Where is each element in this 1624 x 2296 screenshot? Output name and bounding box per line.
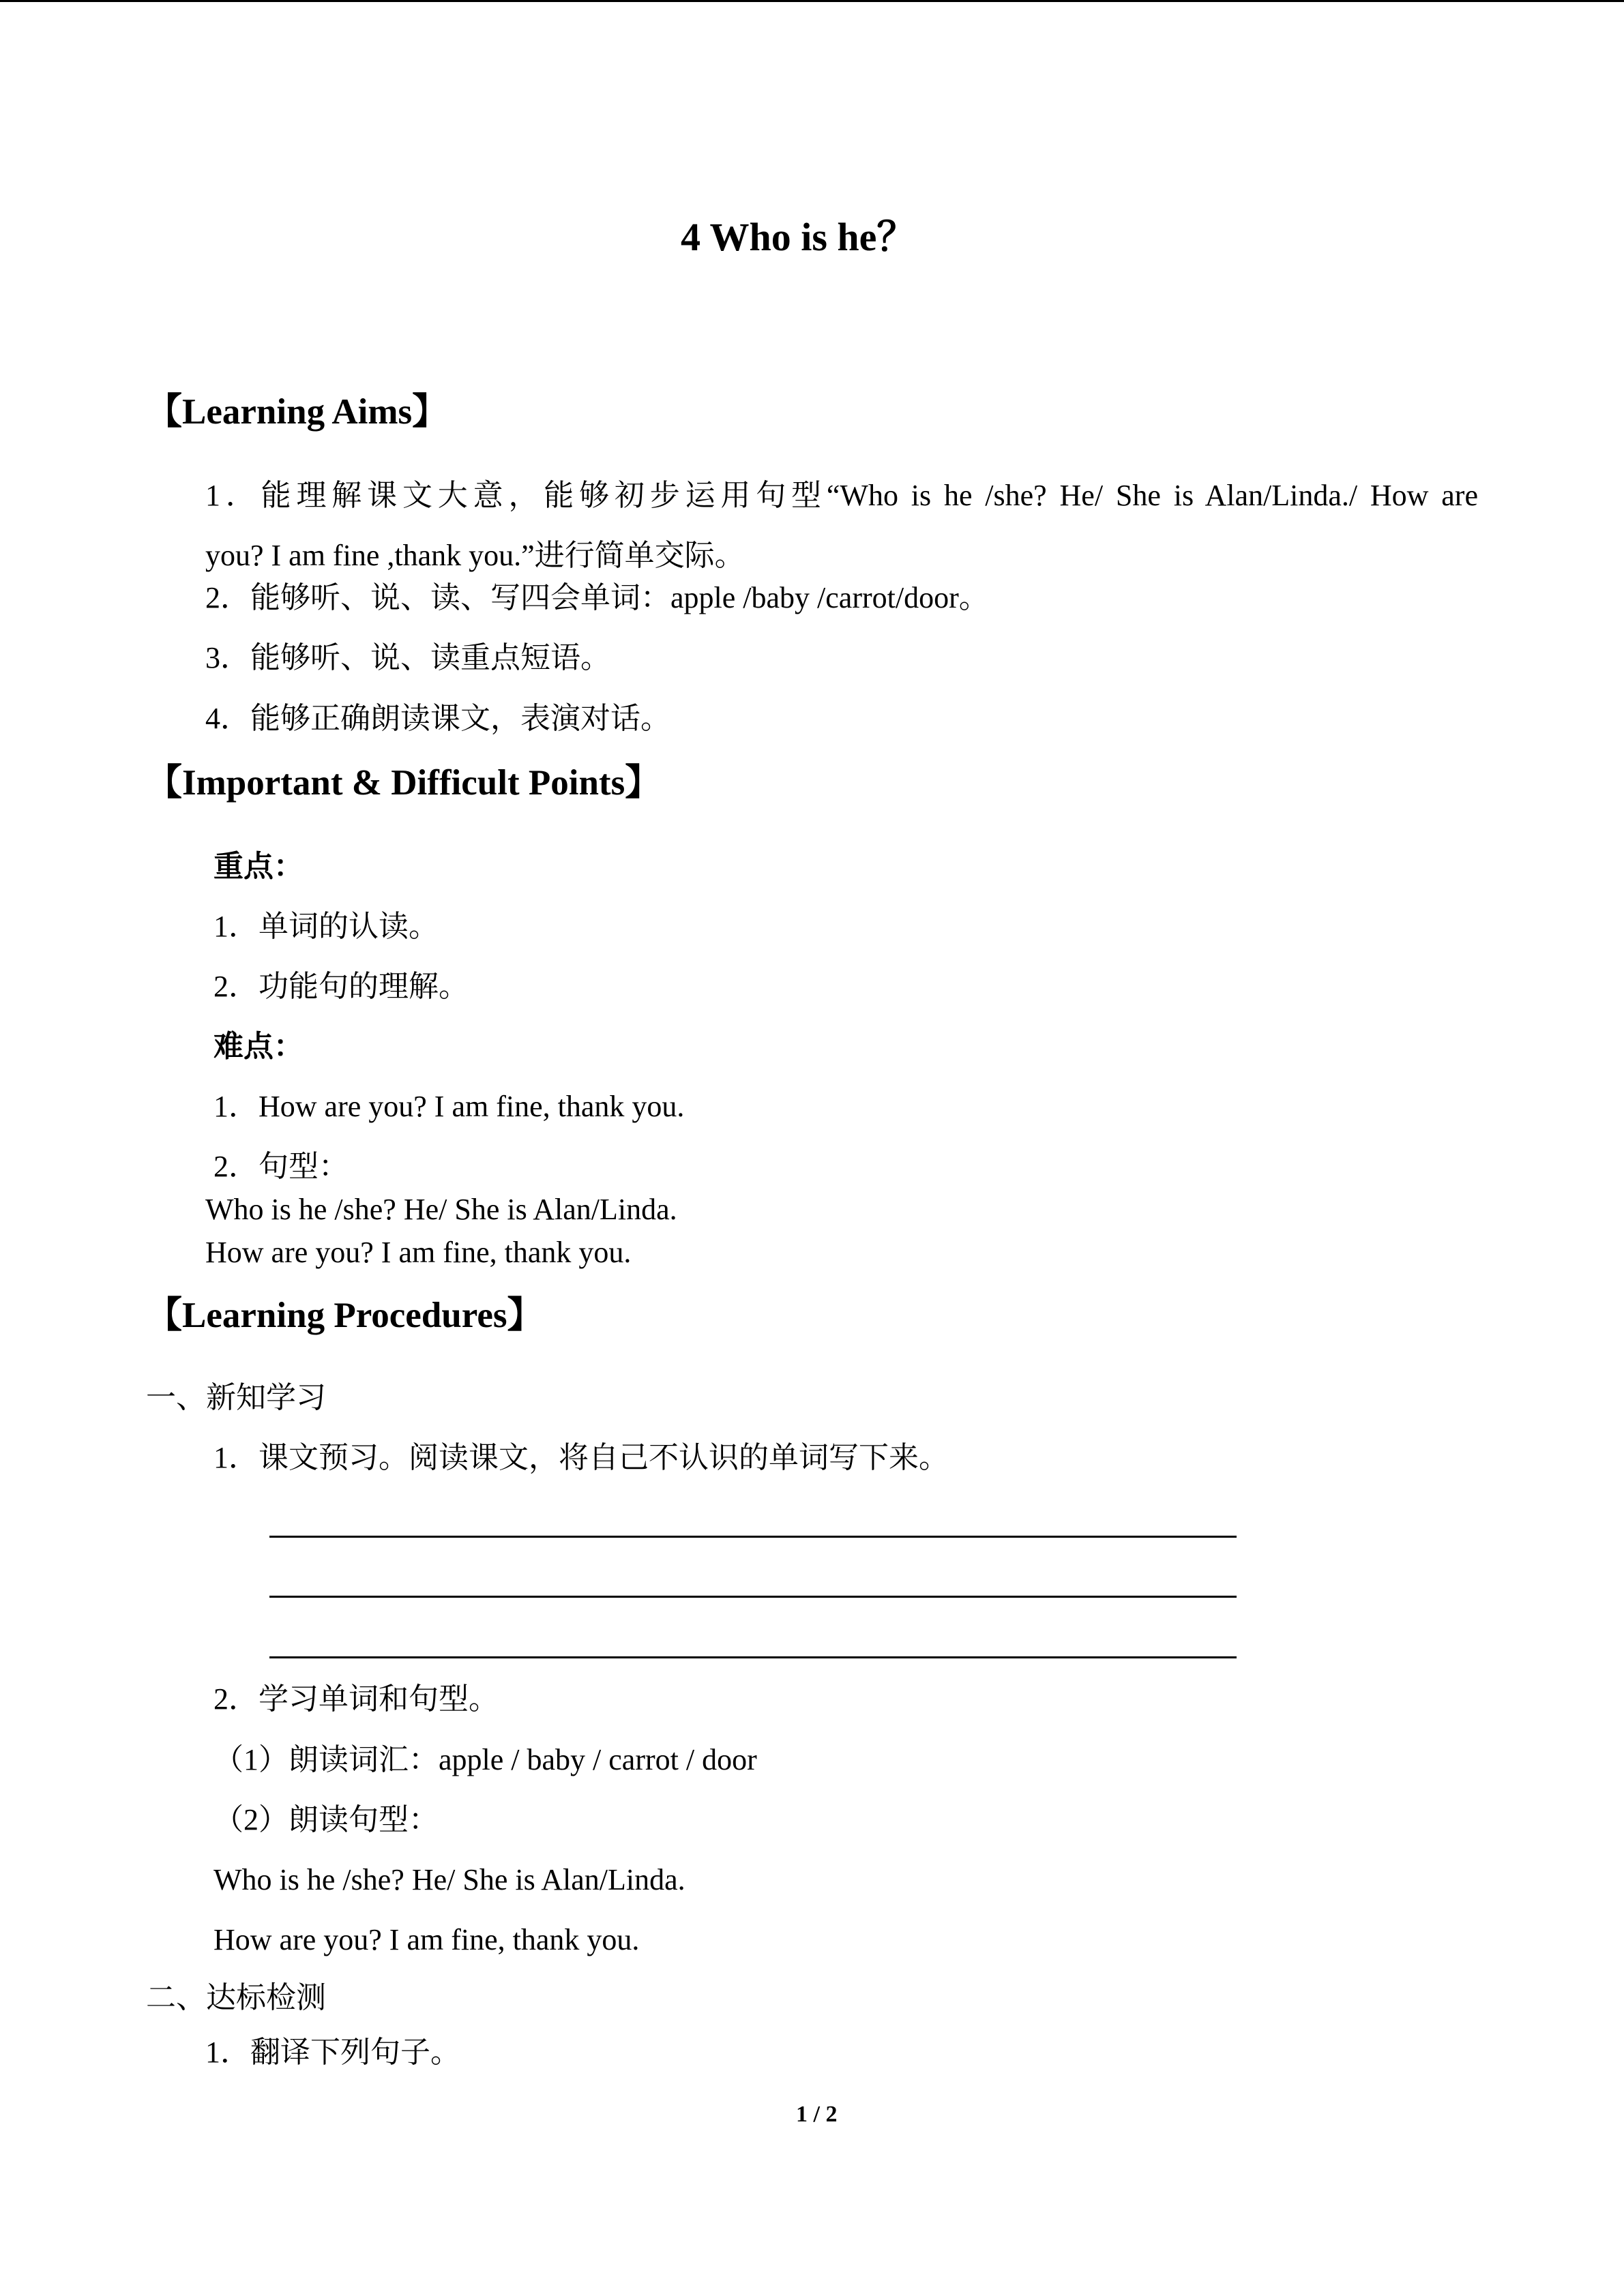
page-title: 4 Who is he？: [681, 215, 917, 259]
top-border: [0, 0, 1624, 2]
difficult-points-label: 难点：: [213, 1030, 304, 1063]
heading-learning-aims: 【Learning Aims】: [146, 392, 449, 432]
aim-item-1: 1．能理解课文大意，能够初步运用句型“Who is he /she? He/ She is Alan/Linda./ How are: [205, 479, 1478, 512]
points-sentence-1: Who is he /she? He/ She is Alan/Linda.: [205, 1193, 677, 1226]
part2-title: 二、达标检测: [146, 1981, 326, 2014]
part2-step-1: 1．翻译下列句子。: [205, 2036, 460, 2069]
answer-line[interactable]: [269, 1536, 1237, 1538]
vocab-line: （1）朗读词汇：apple / baby / carrot / door: [213, 1743, 757, 1776]
heading-important-difficult: 【Important & Difficult Points】: [146, 763, 662, 803]
sentence-pattern-label: （2）朗读句型：: [213, 1803, 439, 1836]
key-point-2: 2．功能句的理解。: [213, 970, 469, 1003]
answer-line[interactable]: [269, 1596, 1237, 1598]
answer-line[interactable]: [269, 1656, 1237, 1658]
difficult-point-2: 2．句型：: [213, 1150, 349, 1183]
key-point-1: 1．单词的认读。: [213, 910, 439, 943]
difficult-point-1: 1．How are you? I am fine, thank you.: [213, 1090, 685, 1123]
page-number: 1 / 2: [796, 2102, 838, 2127]
procedure-sentence-1: Who is he /she? He/ She is Alan/Linda.: [213, 1863, 685, 1896]
key-points-label: 重点：: [213, 850, 304, 883]
part1-title: 一、新知学习: [146, 1381, 326, 1414]
points-sentence-2: How are you? I am fine, thank you.: [205, 1236, 632, 1269]
aim-item-2: 2．能够听、说、读、写四会单词：apple /baby /carrot/door。: [205, 581, 989, 614]
aim-item-3: 3．能够听、说、读重点短语。: [205, 641, 610, 674]
aim-item-1-cont: you? I am fine ,thank you.”进行简单交际。: [205, 539, 745, 572]
aim-item-4: 4．能够正确朗读课文，表演对话。: [205, 702, 670, 735]
heading-learning-procedures: 【Learning Procedures】: [146, 1296, 544, 1335]
procedure-step-1: 1．课文预习。阅读课文，将自己不认识的单词写下来。: [213, 1441, 949, 1474]
procedure-step-2: 2．学习单词和句型。: [213, 1682, 499, 1716]
procedure-sentence-2: How are you? I am fine, thank you.: [213, 1923, 640, 1956]
